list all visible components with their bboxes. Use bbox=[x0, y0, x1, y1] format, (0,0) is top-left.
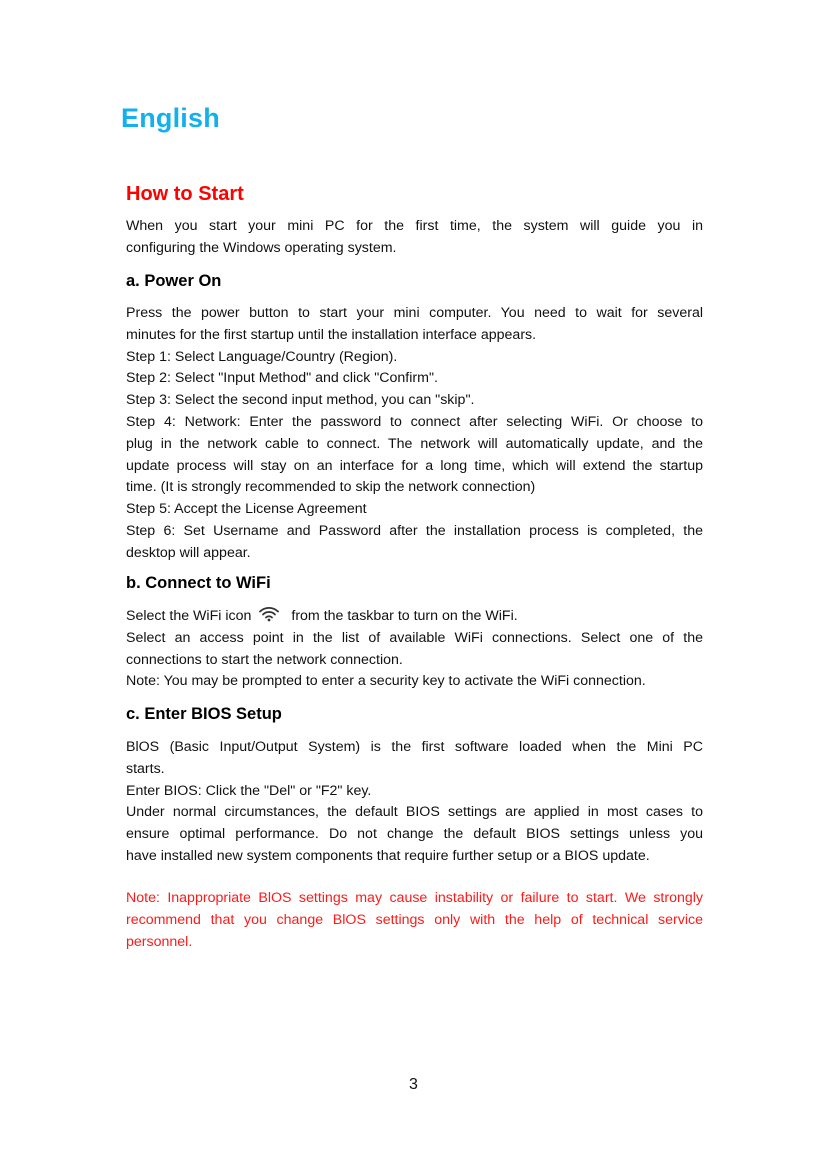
section-title: How to Start bbox=[126, 183, 244, 205]
wifi-paragraph bbox=[126, 606, 703, 693]
step-1: Step 1: Select Language/Country (Region). bbox=[126, 348, 398, 365]
bios-line: Under normal circumstances, the default BIOS settings are applied in most cases to bbox=[126, 804, 703, 821]
power-on-line: minutes for the first startup until the installation interface appears. bbox=[126, 326, 537, 343]
step-5: Step 5: Accept the License Agreement bbox=[126, 501, 367, 518]
step-4: Step 4: Network: Enter the password to connect after selecting WiFi. Or choose to bbox=[126, 413, 703, 430]
wifi-heading: b. Connect to WiFi bbox=[126, 574, 271, 592]
note-line: personnel. bbox=[126, 933, 193, 950]
note-line: recommend that you change BlOS settings only with the help of technical service bbox=[126, 911, 703, 928]
wifi-line bbox=[126, 606, 703, 628]
power-on-line: Press the power button to start your mini computer. You need to wait for several bbox=[126, 305, 703, 321]
power-on-heading: a. Power On bbox=[126, 272, 222, 290]
step-6-cont: desktop will appear. bbox=[126, 544, 251, 561]
wifi-icon bbox=[259, 606, 279, 622]
intro-paragraph bbox=[126, 216, 703, 260]
step-6: Step 6: Set Username and Password after the installation process is completed, the bbox=[126, 522, 703, 539]
bios-warning-note bbox=[126, 888, 703, 953]
bios-key-line: Enter BIOS: Click the "Del" or "F2" key. bbox=[126, 782, 372, 799]
note-line: Note: Inappropriate BlOS settings may cause instability or failure to start. We strongly bbox=[126, 890, 703, 906]
bios-line: BlOS (Basic Input/Output System) is the first software loaded when the Mini PC bbox=[126, 739, 703, 755]
intro-line: configuring the Windows operating system. bbox=[126, 239, 397, 256]
step-4-cont: plug in the network cable to connect. The network will automatically update, and the bbox=[126, 435, 703, 452]
intro-line: When you start your mini PC for the first time, the system will guide you in bbox=[126, 218, 703, 234]
page-number: 3 bbox=[409, 1076, 418, 1093]
bios-line: have installed new system components that require further setup or a BIOS update. bbox=[126, 847, 650, 864]
language-heading: English bbox=[121, 103, 220, 133]
wifi-line: Select an access point in the list of available WiFi connections. Select one of the bbox=[126, 629, 703, 646]
step-4-cont: time. (It is strongly recommended to skip the network connection) bbox=[126, 479, 536, 496]
bios-paragraph bbox=[126, 737, 703, 868]
step-2: Step 2: Select "Input Method" and click "Confirm". bbox=[126, 370, 438, 387]
power-on-paragraph bbox=[126, 303, 703, 565]
bios-heading: c. Enter BIOS Setup bbox=[126, 705, 282, 723]
wifi-line-start: Select the WiFi icon bbox=[126, 608, 252, 624]
step-4-cont: update process will stay on an interface for a long time, which will extend the startup bbox=[126, 457, 703, 474]
bios-line: ensure optimal performance. Do not change the default BIOS settings unless you bbox=[126, 826, 703, 843]
wifi-line: connections to start the network connection. bbox=[126, 651, 403, 668]
wifi-line-end: from the taskbar to turn on the WiFi. bbox=[291, 608, 518, 624]
bios-line: starts. bbox=[126, 760, 165, 777]
wifi-note: Note: You may be prompted to enter a security key to activate the WiFi connection. bbox=[126, 673, 646, 690]
step-3: Step 3: Select the second input method, you can "skip". bbox=[126, 392, 475, 409]
